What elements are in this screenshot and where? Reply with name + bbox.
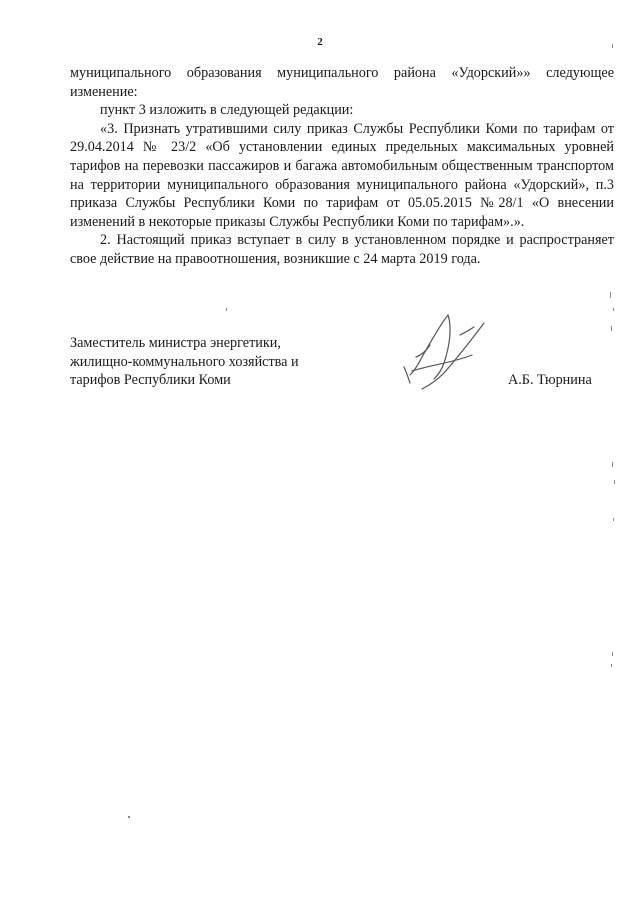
paragraph-intro: муниципального образования муниципального района «Удорский»» следующее изменение: — [70, 65, 614, 100]
signer-position-line: жилищно-коммунального хозяйства и — [70, 353, 299, 370]
paragraph-edit-instruction: пункт 3 изложить в следующей редакции: — [100, 102, 354, 119]
signer-position — [70, 334, 299, 390]
signer-position-line: тарифов Республики Коми — [70, 372, 231, 389]
page-number: 2 — [317, 36, 323, 48]
paragraph-point-3: «3. Признать утратившими силу приказ Службы Республики Коми по тарифам от 29.04.2014 № 23/2 «Об установлении единых предельных максимальных уровней тарифов на перевозки пассажиров и багажа автомобильным общественным транспортом на территории муниципального образования муниципального района «Удорский», п.3 приказа Службы Республики Коми по тарифам от 05.05.2015 №28/1 «О внесении изменений в некоторые приказы Службы Республики Коми по тарифам».». — [70, 120, 614, 230]
handwritten-signature — [400, 305, 500, 395]
signer-name: А.Б. Тюрнина — [508, 372, 592, 388]
paragraph-effective-date: 2. Настоящий приказ вступает в силу в установленном порядке и распространяет свое действие на правоотношения, возникшие с 24 марта 2019 года. — [70, 232, 614, 267]
document-body — [70, 64, 614, 269]
signer-position-line: Заместитель министра энергетики, — [70, 335, 281, 351]
